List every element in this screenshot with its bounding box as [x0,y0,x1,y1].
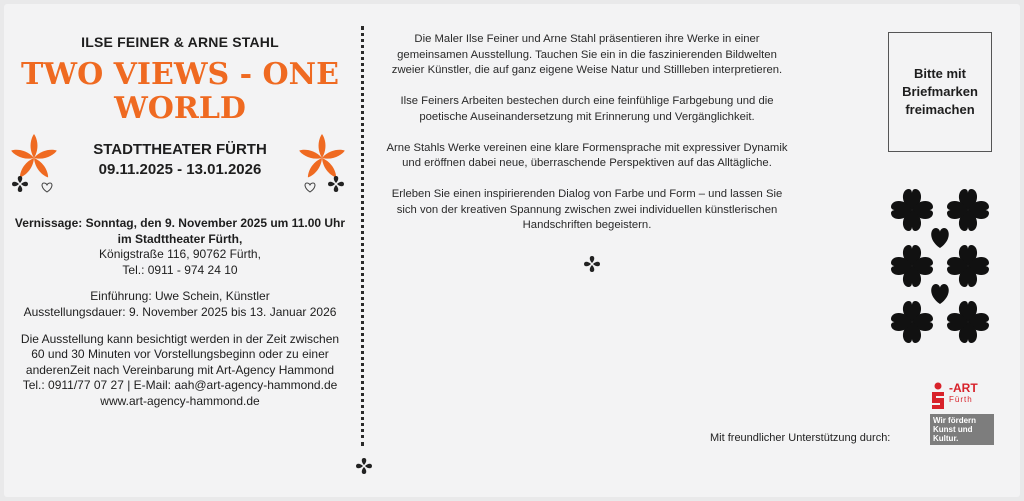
desc-p1-line1: Die Maler Ilse Feiner und Arne Stahl präsentieren ihre Werke in einer [414,33,760,45]
stamp-box [888,32,992,152]
desc-p3-line1: Arne Stahls Werke vereinen eine klare Formensprache mit expressiver Dynamik [386,141,788,154]
title-line-1: TWO VIEWS - ONE [21,57,339,92]
divider-clover-icon [354,456,374,481]
stamp-line-1: Bitte mit [914,66,966,81]
vernissage-line-2: im Stadttheater Fürth, [117,231,243,246]
clover-icon [582,254,602,279]
stamp-line-2: Briefmarken [902,84,978,99]
left-flower-decoration [10,134,60,204]
address: Königstraße 116, 90762 Fürth, [99,247,261,262]
exhibition-title [4,58,356,126]
desc-p2-line2: poetische Auseinandersetzung mit Erinnerung und Vergänglichkeit. [419,110,755,123]
flower-icon [298,134,346,179]
clover-icon [12,176,28,192]
desc-p4-line1: Erleben Sie einen inspirierenden Dialog von Farbe und Form – und lassen Sie [391,187,783,200]
description [386,32,788,249]
desc-p2-line1: Ilse Feiners Arbeiten bestechen durch eine feinfühlige Farbgebung und die [400,95,774,108]
logo-slogan [930,414,994,445]
venue-name: STADTTHEATER FÜRTH [93,141,267,158]
logo-slogan-line-3: Kultur. [933,434,959,443]
visit-line-3: anderenZeit nach Vereinbarung mit Art-Agency Hammond [25,362,335,377]
desc-p4-line3: Handschriften begeistern. [522,219,652,232]
visit-line-1: Die Ausstellung kann besichtigt werden in der Zeit zwischen [20,331,340,346]
website: www.art-agency-hammond.de [100,393,260,408]
flower-icon [10,134,58,179]
event-details [4,34,356,410]
phone: Tel.: 0911 - 974 24 10 [122,262,238,277]
dotted-divider [361,26,368,446]
desc-p4-line2: sich von der kreativen Spannung zwischen zwei individuellen künstlerischen [396,203,778,216]
heart-outline-icon [42,183,52,192]
vernissage-info [4,216,356,410]
logo-city: Fürth [949,395,973,404]
exhibition-dates: 09.11.2025 - 13.01.2026 [98,161,262,178]
right-flower-decoration [296,134,346,204]
title-line-2: WORLD [114,91,246,126]
logo-name: ART [953,381,978,395]
stamp-line-3: freimachen [905,102,975,117]
postcard [4,4,1020,497]
clover-icon [328,176,344,192]
visit-line-2: 60 und 30 Minuten vor Vorstellungsbeginn oder zu einer [31,347,329,362]
logo-slogan-line-1: Wir fördern [933,416,977,425]
heart-pattern-icon [884,184,1000,359]
support-text: Mit freundlicher Unterstützung durch: [710,432,891,444]
desc-p3-line2: und eröffnen dabei neue, überraschende Perspektiven auf das Alltägliche. [402,157,772,170]
artists-heading: ILSE FEINER & ARNE STAHL [81,34,279,50]
logo-slogan-line-2: Kunst und [933,425,973,434]
desc-p1-line3: zweier Künstler, die auf ganz eigene Weise Natur und Stillleben interpretieren. [391,64,783,77]
vernissage-line-1: Vernissage: Sonntag, den 9. November 2025 um 11.00 Uhr [14,216,346,230]
heart-outline-icon [305,183,315,192]
venue-block [4,140,356,216]
introduction: Einführung: Uwe Schein, Künstler [90,289,270,304]
contact: Tel.: 0911/77 07 27 | E-Mail: aah@art-agency-hammond.de [22,378,338,393]
sponsor-logo: -ART Fürth Wir fördern Kunst und Kultur. [930,382,994,448]
sparkasse-s-icon [930,382,946,410]
exhibition-duration: Ausstellungsdauer: 9. November 2025 bis 13. Januar 2026 [23,304,337,319]
desc-p1-line2: gemeinsamen Ausstellung. Tauchen Sie ein in die faszinierenden Bildwelten [397,48,777,61]
